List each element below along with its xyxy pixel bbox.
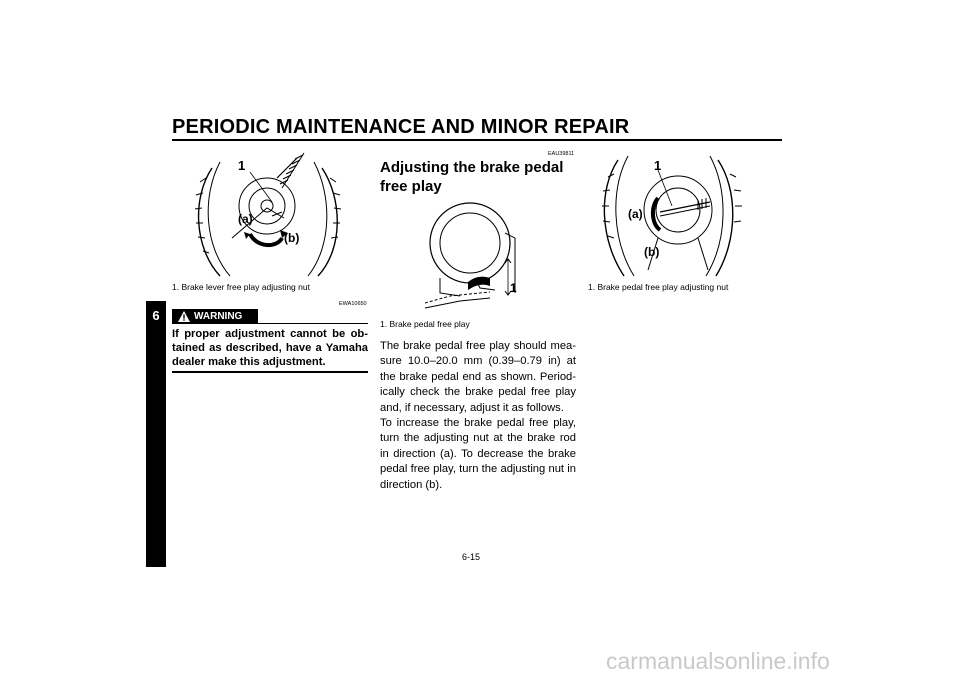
body-text — [380, 339, 576, 493]
callout-b: (b) — [284, 231, 300, 245]
figure-caption-right: 1. Brake pedal free play adjusting nut — [588, 282, 729, 292]
figure-caption-left: 1. Brake lever free play adjusting nut — [172, 282, 310, 292]
warning-code: EWA10650 — [339, 301, 367, 307]
chapter-number: 6 — [152, 308, 160, 323]
section-code: EAU39811 — [548, 151, 575, 157]
brake-pedal-adjusting-nut-illustration — [588, 150, 784, 278]
callout-1: 1 — [510, 281, 517, 295]
callout-a: (a) — [628, 207, 643, 221]
warning-label-text: WARNING — [194, 311, 243, 322]
watermark[interactable]: carmanualsonline.info — [606, 648, 830, 674]
figure-caption-middle: 1. Brake pedal free play — [380, 319, 470, 329]
header-rule — [172, 139, 782, 141]
callout-1: 1 — [654, 158, 662, 173]
warning-top-rule — [172, 323, 368, 324]
page-title: PERIODIC MAINTENANCE AND MINOR REPAIR — [172, 116, 630, 138]
callout-b: (b) — [644, 245, 660, 259]
callout-1: 1 — [238, 158, 246, 173]
warning-bottom-rule — [172, 371, 368, 373]
section-heading: Adjusting the brake pedal free play — [380, 159, 564, 195]
chapter-tab[interactable] — [146, 301, 166, 567]
callout-a: (a) — [238, 212, 253, 226]
brake-pedal-illustration — [420, 198, 530, 313]
page-number: 6-15 — [462, 552, 481, 562]
body-paragraph-2: To increase the brake pedal free play, turn the adjusting nut at the brake rod in direction (a). To decrease the brake pedal free play, turn the adjusting nut in direction (b). — [380, 417, 576, 491]
warning-text: If proper adjustment cannot be ob-tained as described, have a Yamaha dealer make this adjustment. — [172, 328, 368, 368]
warning-label — [172, 309, 258, 324]
brake-lever-illustration — [172, 148, 368, 278]
body-paragraph-1: The brake pedal free play should mea-sure 10.0–20.0 mm (0.39–0.79 in) at the brake pedal end as shown. Period-ically check the brake pedal free play and, if necessary, adjust it as follows. — [380, 340, 576, 414]
warning-triangle-icon — [178, 311, 190, 322]
